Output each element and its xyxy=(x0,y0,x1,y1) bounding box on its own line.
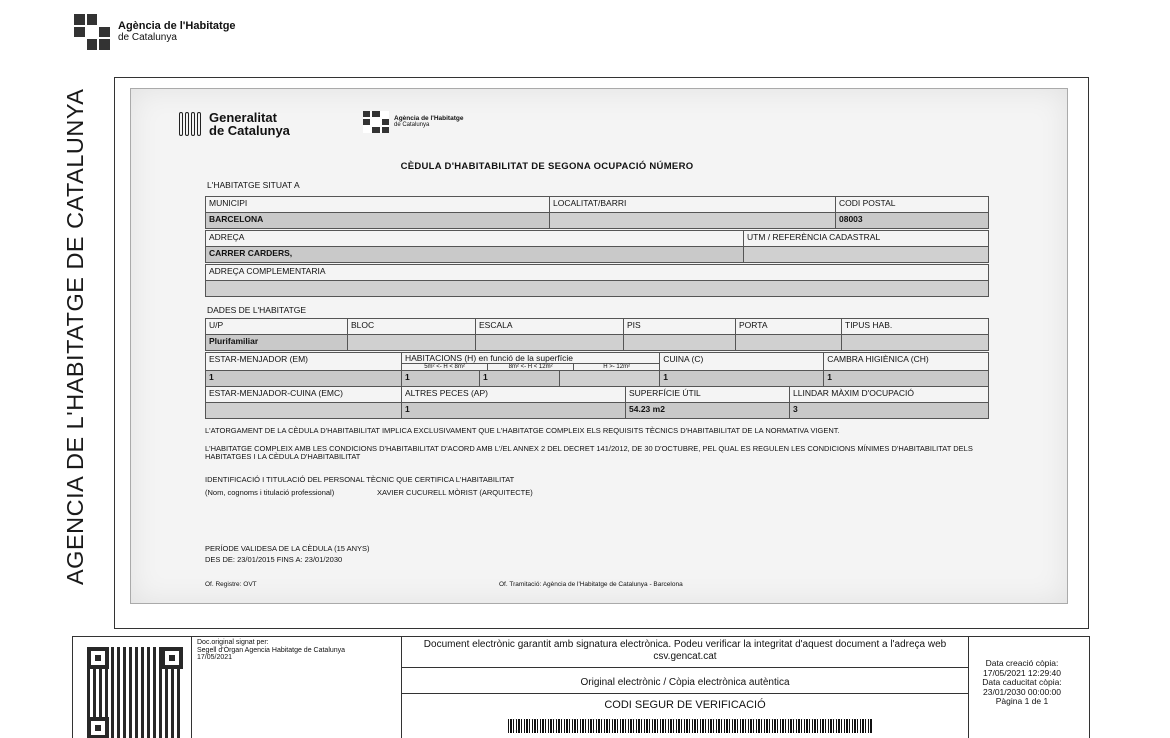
localitat-value xyxy=(550,213,836,229)
porta-label: PORTA xyxy=(736,319,842,335)
hab2-value: 1 xyxy=(480,371,560,387)
ch-value: 1 xyxy=(824,371,989,387)
page-number: Pàgina 1 de 1 xyxy=(995,696,1049,706)
hab1-value: 1 xyxy=(402,371,480,387)
ch-label: CAMBRA HIGIÈNICA (CH) xyxy=(824,353,989,371)
up-label: U/P xyxy=(206,319,348,335)
porta-value xyxy=(736,335,842,351)
tecnic-name: XAVIER CUCURELL MÒRIST (ARQUITECTE) xyxy=(377,488,533,497)
original-text: Original electrònic / Còpia electrònica autèntica xyxy=(580,677,790,688)
bloc-label: BLOC xyxy=(348,319,476,335)
generalitat-icon xyxy=(179,112,203,136)
side-vertical-text: AGENCIA DE L'HABITATGE DE CATALUNYA xyxy=(62,88,88,585)
agency-logo-icon xyxy=(74,14,110,50)
cuina-value: 1 xyxy=(660,371,824,387)
garantit-text: Document electrònic garantit amb signatura electrònica. Podeu verificar la integritat d'aquest document a l'adreça web csv.gencat.cat xyxy=(423,639,947,662)
agency-small-icon xyxy=(363,111,389,133)
verification-box xyxy=(401,637,969,738)
certificate-title: CÈDULA D'HABITABILITAT DE SEGONA OCUPACIÓ NÚMERO xyxy=(400,161,694,172)
codi-segur-label: CODI SEGUR DE VERIFICACIÓ xyxy=(604,699,766,711)
adreca-label: ADREÇA xyxy=(206,231,744,247)
footer-divider xyxy=(191,637,192,738)
codi-postal-label: CODI POSTAL xyxy=(836,197,989,213)
em-value: 1 xyxy=(206,371,402,387)
hab3-value xyxy=(560,371,660,387)
localitat-label: LOCALITAT/BARRI xyxy=(550,197,836,213)
surface-table xyxy=(205,386,989,419)
address-complement-table xyxy=(205,264,989,297)
location-table xyxy=(205,196,989,229)
llindar-label: LLINDAR MÀXIM D'OCUPACIÓ xyxy=(790,387,989,403)
generalitat-line1: Generalitat xyxy=(209,110,277,125)
verification-footer xyxy=(72,636,1090,738)
address-table xyxy=(205,230,989,263)
agency-small-line1: Agència de l'Habitatge xyxy=(394,115,464,122)
utm-value xyxy=(744,247,989,263)
emc-label: ESTAR-MENJADOR-CUINA (EMC) xyxy=(206,387,402,403)
adreca-value: CARRER CARDERS, xyxy=(206,247,744,263)
adreca-comp-label: ADREÇA COMPLEMENTARIA xyxy=(206,265,989,281)
cuina-label: CUINA (C) xyxy=(660,353,824,371)
escala-label: ESCALA xyxy=(476,319,624,335)
ap-value: 1 xyxy=(402,403,626,419)
creacio-value: 17/05/2021 12:29:40 xyxy=(983,667,1061,678)
hab-sub1: 5m² <- H < 8m² xyxy=(402,364,488,370)
agency-small-line2: de Catalunya xyxy=(394,122,430,128)
municipi-value: BARCELONA xyxy=(206,213,550,229)
agency-name-line1: Agència de l'Habitatge xyxy=(118,20,236,32)
legal-para-2: L'HABITATGE COMPLEIX AMB LES CONDICIONS D'HABITABILITAT D'ACORD AMB L'/EL ANNEX 2 DEL DECRET 141/2012, DE 30 D'OCTUBRE, PEL QUAL ES REGULEN LES CONDICIONS MÍNIMES D'HABITABILITAT DELS HABITATGES I LA CÈDULA D'HABITABILITAT xyxy=(205,444,973,461)
doc-orig-text: Doc.original signat per: Segell d'Òrgan Agencia Habitatge de Catalunya 17/05/2021 xyxy=(197,639,346,661)
doc-original-signed xyxy=(197,639,345,662)
hab-cell xyxy=(402,353,660,371)
creacio-label: Data creació còpia: xyxy=(985,658,1059,668)
hab-sub2: 8m² <- H < 12m² xyxy=(488,364,574,370)
generalitat-logo xyxy=(179,111,290,137)
dwelling-table xyxy=(205,318,989,351)
rooms-table xyxy=(205,352,989,387)
ap-label: ALTRES PECES (AP) xyxy=(402,387,626,403)
codi-postal-value: 08003 xyxy=(836,213,989,229)
dades-label: DADES DE L'HABITATGE xyxy=(207,305,307,315)
escala-value xyxy=(476,335,624,351)
tipus-label: TIPUS HAB. xyxy=(842,319,989,335)
llindar-value: 3 xyxy=(790,403,989,419)
pis-value xyxy=(624,335,736,351)
legal-para-1: L'ATORGAMENT DE LA CÈDULA D'HABITABILITAT IMPLICA EXCLUSIVAMENT QUE L'HABITATGE COMPLEIX ELS REQUISITS TÈCNICS D'HABITABILITAT DE LA NORMATIVA VIGENT. xyxy=(205,426,840,435)
caducitat-label: Data caducitat còpia: xyxy=(982,677,1062,687)
bloc-value xyxy=(348,335,476,351)
emc-value xyxy=(206,403,402,419)
sup-label: SUPERFÍCIE ÚTIL xyxy=(626,387,790,403)
verification-barcode xyxy=(508,719,872,733)
hab-sub3: H >- 12m² xyxy=(603,364,631,370)
situat-label: L'HABITATGE SITUAT A xyxy=(207,180,300,190)
agency-logo-small xyxy=(363,111,463,133)
certificate-scan xyxy=(130,88,1068,604)
up-value: Plurifamiliar xyxy=(206,335,348,351)
hab-label: HABITACIONS (H) en funció de la superfície xyxy=(402,353,659,364)
caducitat-value: 23/01/2030 00:00:00 xyxy=(983,686,1061,697)
em-label: ESTAR-MENJADOR (EM) xyxy=(206,353,402,371)
adreca-comp-value xyxy=(206,281,989,297)
sup-value: 54.23 m2 xyxy=(626,403,790,419)
tipus-value xyxy=(842,335,989,351)
validity-dates: DES DE: 23/01/2015 FINS A: 23/01/2030 xyxy=(205,555,343,564)
agency-header-logo xyxy=(74,14,236,50)
utm-label: UTM / REFERÈNCIA CADASTRAL xyxy=(744,231,989,247)
periode-label: PERÍODE VALIDESA DE LA CÈDULA (15 ANYS) xyxy=(205,544,370,553)
generalitat-line2: de Catalunya xyxy=(209,123,290,138)
qr-code[interactable] xyxy=(87,647,183,738)
ident-label: IDENTIFICACIÓ I TITULACIÓ DEL PERSONAL TÈCNIC QUE CERTIFICA L'HABITABILITAT xyxy=(205,475,515,484)
tramitacio: Of. Tramitació: Agència de l'Habitatge de Catalunya - Barcelona xyxy=(499,581,683,588)
agency-name-line2: de Catalunya xyxy=(118,32,177,43)
registre: Of. Registre: OVT xyxy=(205,581,257,588)
pis-label: PIS xyxy=(624,319,736,335)
municipi-label: MUNICIPI xyxy=(206,197,550,213)
ident-sub: (Nom, cognoms i titulació professional) xyxy=(205,488,335,497)
copy-info xyxy=(967,659,1077,707)
